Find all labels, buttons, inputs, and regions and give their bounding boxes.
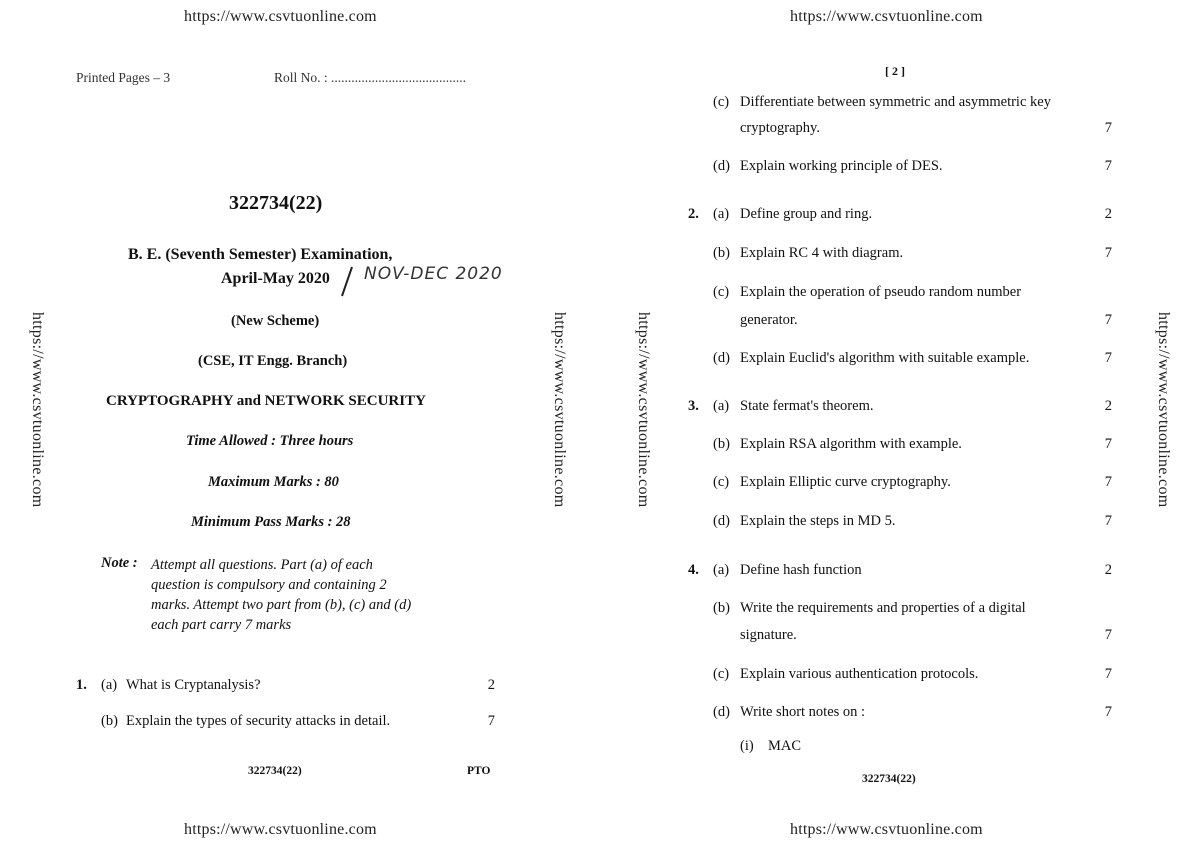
q3d-marks: 7 [1104, 513, 1112, 529]
note-line-2: question is compulsory and containing 2 [151, 577, 387, 593]
q2b-marks: 7 [1104, 245, 1112, 261]
handwritten-date: NOV-DEC 2020 [364, 264, 503, 284]
q2d-text: Explain Euclid's algorithm with suitable example. [740, 350, 1030, 366]
q3b-label: (b) [713, 436, 730, 452]
note-text [151, 555, 411, 635]
q4b-label: (b) [713, 600, 730, 616]
q4b-line2: signature. [740, 627, 797, 643]
header-url-right[interactable]: https://www.csvtuonline.com [790, 8, 983, 25]
q1b-label: (b) [101, 713, 118, 729]
q1b-text: Explain the types of security attacks in detail. [126, 713, 391, 729]
q4a-text: Define hash function [740, 562, 862, 578]
q2a-marks: 2 [1104, 206, 1112, 222]
page1-footer-pto: PTO [467, 765, 491, 777]
page1-footer-code: 322734(22) [248, 765, 302, 777]
q4d-text: Write short notes on : [740, 704, 866, 720]
q1d-label: (d) [713, 158, 730, 174]
footer-url-right[interactable]: https://www.csvtuonline.com [790, 821, 983, 838]
q1c-marks: 7 [1104, 120, 1112, 136]
q4a-label: (a) [713, 562, 730, 578]
maximum-marks: Maximum Marks : 80 [208, 474, 339, 490]
exam-title-line2: April-May 2020 [221, 270, 330, 287]
q3d-text: Explain the steps in MD 5. [740, 513, 896, 529]
q2c-line1: Explain the operation of pseudo random number [740, 284, 1022, 300]
note-label: Note : [101, 555, 138, 571]
q4c-marks: 7 [1104, 666, 1112, 682]
q4c-text: Explain various authentication protocols. [740, 666, 979, 682]
printed-pages: Printed Pages – 3 [76, 70, 171, 85]
q3a-label: (a) [713, 398, 730, 414]
q1a-label: (a) [101, 677, 118, 693]
q3d-label: (d) [713, 513, 730, 529]
q4d-label: (d) [713, 704, 730, 720]
q2b-label: (b) [713, 245, 730, 261]
header-url-left[interactable]: https://www.csvtuonline.com [184, 8, 377, 25]
handwritten-slash [336, 264, 360, 298]
q1d-text: Explain working principle of DES. [740, 158, 943, 174]
scheme: (New Scheme) [231, 313, 320, 329]
q4b-line1: Write the requirements and properties of a digital [740, 600, 1026, 616]
note-line-1: Attempt all questions. Part (a) of each [151, 557, 373, 573]
q2c-label: (c) [713, 284, 730, 300]
q4d-i-text: MAC [768, 738, 802, 754]
side-url-center-right: https://www.csvtuonline.com [635, 312, 652, 508]
q1-number: 1. [76, 677, 87, 693]
paper-code: 322734(22) [229, 192, 323, 214]
q2a-label: (a) [713, 206, 730, 222]
q3c-marks: 7 [1104, 474, 1112, 490]
side-url-center-left: https://www.csvtuonline.com [551, 312, 568, 508]
q2d-marks: 7 [1104, 350, 1112, 366]
q3a-text: State fermat's theorem. [740, 398, 874, 414]
page2-footer-code: 322734(22) [862, 773, 916, 785]
q1b-marks: 7 [487, 713, 495, 729]
q2a-text: Define group and ring. [740, 206, 873, 222]
q3a-marks: 2 [1104, 398, 1112, 414]
note-line-4: each part carry 7 marks [151, 617, 292, 633]
q1c-line2: cryptography. [740, 120, 820, 136]
q2c-marks: 7 [1104, 312, 1112, 328]
q3c-text: Explain Elliptic curve cryptography. [740, 474, 951, 490]
q3b-marks: 7 [1104, 436, 1112, 452]
q4d-marks: 7 [1104, 704, 1112, 720]
q2b-text: Explain RC 4 with diagram. [740, 245, 904, 261]
minimum-pass-marks: Minimum Pass Marks : 28 [191, 514, 351, 530]
exam-title-line1: B. E. (Seventh Semester) Examination, [128, 246, 393, 263]
q3c-label: (c) [713, 474, 730, 490]
roll-no: Roll No. : ........................................ [274, 70, 467, 85]
q4b-marks: 7 [1104, 627, 1112, 643]
subject: CRYPTOGRAPHY and NETWORK SECURITY [106, 393, 426, 409]
side-url-right: https://www.csvtuonline.com [1155, 312, 1172, 508]
note-line-3: marks. Attempt two part from (b), (c) and (d) [151, 597, 412, 613]
page-number: [ 2 ] [885, 64, 905, 78]
q1a-text: What is Cryptanalysis? [126, 677, 261, 693]
branch: (CSE, IT Engg. Branch) [198, 353, 348, 369]
q1d-marks: 7 [1104, 158, 1112, 174]
q4a-marks: 2 [1104, 562, 1112, 578]
q4d-i-label: (i) [740, 738, 754, 754]
q2-number: 2. [688, 206, 699, 222]
q3-number: 3. [688, 398, 699, 414]
q3b-text: Explain RSA algorithm with example. [740, 436, 962, 452]
q1c-label: (c) [713, 94, 730, 110]
side-url-left: https://www.csvtuonline.com [29, 312, 46, 508]
q4c-label: (c) [713, 666, 730, 682]
footer-url-left[interactable]: https://www.csvtuonline.com [184, 821, 377, 838]
q2c-line2: generator. [740, 312, 798, 328]
time-allowed: Time Allowed : Three hours [186, 433, 354, 449]
q1a-marks: 2 [487, 677, 495, 693]
q4-number: 4. [688, 562, 699, 578]
q1c-line1: Differentiate between symmetric and asymmetric key [740, 94, 1051, 110]
q2d-label: (d) [713, 350, 730, 366]
